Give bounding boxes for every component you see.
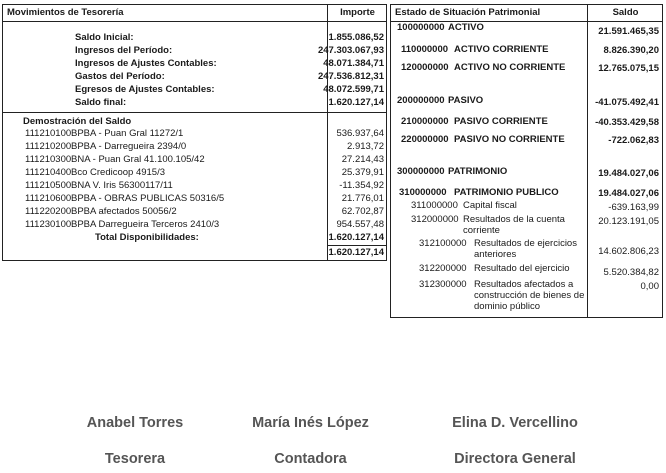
- account-value: 536.937,64: [336, 128, 384, 139]
- account-value: 27.214,43: [341, 154, 384, 165]
- row-code: 220000000: [401, 134, 449, 145]
- patrimonial-row: [391, 238, 662, 262]
- row-code: 110000000: [401, 44, 449, 55]
- movement-value: 247.536.812,31: [317, 71, 384, 82]
- patrimonial-row: [391, 279, 662, 315]
- account-name: BNA - Puan Gral 41.100.105/42: [71, 154, 205, 165]
- movement-row: [3, 84, 386, 96]
- signature-role-2: Contadora: [274, 451, 347, 467]
- row-code: 312300000: [419, 279, 467, 290]
- account-code: 111210300: [25, 154, 72, 165]
- movement-value: 1.855.086,52: [328, 32, 384, 43]
- account-row: [3, 141, 386, 153]
- movement-row: [3, 97, 386, 109]
- account-code: 111210600: [25, 193, 72, 204]
- account-name: BPBA Darregueira Terceros 2410/3: [71, 219, 220, 230]
- row-value: -40.353.429,58: [595, 117, 659, 128]
- row-code: 210000000: [401, 116, 449, 127]
- balance-header: Saldo: [612, 7, 639, 18]
- movement-label: Ingresos del Período:: [75, 45, 173, 56]
- account-code: 111210400: [25, 167, 72, 178]
- row-value: 5.520.384,82: [603, 267, 659, 278]
- movement-value: 48.072.599,71: [323, 84, 384, 95]
- account-row: [3, 167, 386, 179]
- signature-name-2: María Inés López: [252, 415, 369, 431]
- account-name: BNA V. Iris 56300117/11: [71, 180, 173, 191]
- account-row: [3, 193, 386, 205]
- movement-row: [3, 32, 386, 44]
- account-name: BPBA - Darregueira 2394/0: [71, 141, 187, 152]
- movement-label: Egresos de Ajustes Contables:: [75, 84, 215, 95]
- account-name: BPBA - Puan Gral 11272/1: [71, 128, 184, 139]
- row-value: 0,00: [640, 281, 659, 292]
- account-value: 25.379,91: [341, 167, 384, 178]
- account-row: [3, 128, 386, 140]
- account-row: [3, 154, 386, 166]
- row-label: Resultados afectados a construcción de bienes de dominio público: [474, 279, 585, 312]
- patrimonial-row: [391, 134, 662, 146]
- amount-header: Importe: [340, 7, 375, 18]
- row-label: PATRIMONIO: [448, 166, 508, 177]
- patrimonial-row: [391, 166, 662, 178]
- account-value: -11.354,92: [339, 180, 384, 191]
- row-value: 21.591.465,35: [598, 26, 659, 37]
- movement-label: Saldo final:: [75, 97, 127, 108]
- patrimonial-panel: [390, 4, 663, 318]
- account-code: 111220200: [25, 206, 72, 217]
- movement-label: Gastos del Período:: [75, 71, 165, 82]
- movement-value: 247.303.067,93: [317, 45, 384, 56]
- patrimonial-row-value: [391, 26, 662, 38]
- row-label: Resultados de ejercicios anteriores: [474, 238, 577, 260]
- row-label: PASIVO NO CORRIENTE: [454, 134, 565, 145]
- row-code: 100000000: [397, 22, 445, 33]
- row-value: -639.163,99: [608, 202, 659, 213]
- treasury-title: Movimientos de Tesorería: [7, 7, 124, 18]
- row-code: 120000000: [401, 62, 449, 73]
- account-value: 21.776,01: [341, 193, 384, 204]
- row-code: 200000000: [397, 95, 445, 106]
- movement-row: [3, 45, 386, 57]
- account-value: 954.557,48: [336, 219, 384, 230]
- total-label: Total Disponibilidades:: [95, 232, 199, 243]
- movement-value: 1.620.127,14: [328, 97, 384, 108]
- account-row: [3, 206, 386, 218]
- total-value: 1.620.127,14: [328, 232, 384, 243]
- row-value: 8.826.390,20: [603, 45, 659, 56]
- account-name: BPBA - OBRAS PUBLICAS 50316/5: [71, 193, 225, 204]
- grand-total-value: 1.620.127,14: [328, 247, 384, 258]
- movement-label: Ingresos de Ajustes Contables:: [75, 58, 217, 69]
- patrimonial-row: [391, 62, 662, 74]
- movement-row: [3, 58, 386, 70]
- signature-name-1: Anabel Torres: [86, 415, 184, 431]
- section-divider: [3, 112, 386, 113]
- row-label: ACTIVO: [448, 22, 484, 33]
- grand-total-row: [3, 247, 386, 259]
- signature-name-3: Elina D. Vercellino: [452, 415, 578, 431]
- account-row: [3, 180, 386, 192]
- row-label: ACTIVO CORRIENTE: [454, 44, 549, 55]
- row-value: -41.075.492,41: [595, 97, 659, 108]
- patrimonial-row: [391, 263, 662, 278]
- treasury-panel: [2, 4, 387, 261]
- patrimonial-row: [391, 214, 662, 238]
- total-row: [3, 232, 386, 244]
- row-value: 19.484.027,06: [598, 168, 659, 179]
- treasury-header: [3, 5, 386, 22]
- account-code: 111210200: [25, 141, 72, 152]
- account-value: 62.702,87: [341, 206, 384, 217]
- demo-title-text: Demostración del Saldo: [23, 116, 132, 127]
- row-label: Resultados de la cuenta corriente: [463, 214, 565, 236]
- patrimonial-row: [391, 95, 662, 107]
- row-code: 312100000: [419, 238, 467, 249]
- row-label: Capital fiscal: [463, 200, 517, 211]
- row-value: 12.765.075,15: [598, 63, 659, 74]
- movement-row: [3, 71, 386, 83]
- signature-role-3: Directora General: [454, 451, 576, 467]
- row-value: 20.123.191,05: [598, 216, 659, 227]
- movement-value: 48.071.384,71: [323, 58, 384, 69]
- row-label: ACTIVO NO CORRIENTE: [454, 62, 566, 73]
- row-code: 312200000: [419, 263, 467, 274]
- patrimonial-row: [391, 44, 662, 56]
- account-name: Bco Credicoop 4915/3: [71, 167, 166, 178]
- account-value: 2.913,72: [347, 141, 384, 152]
- row-label: PASIVO CORRIENTE: [454, 116, 548, 127]
- row-value: -722.062,83: [608, 135, 659, 146]
- account-code: 111230100: [25, 219, 72, 230]
- movement-label: Saldo Inicial:: [75, 32, 134, 43]
- row-label: Resultado del ejercicio: [474, 263, 570, 274]
- signature-role-1: Tesorera: [104, 451, 166, 467]
- row-code: 310000000: [399, 187, 447, 198]
- row-code: 312000000: [411, 214, 459, 225]
- account-row: [3, 219, 386, 231]
- total-divider: [327, 245, 386, 246]
- account-name: BPBA afectados 50056/2: [71, 206, 177, 217]
- account-code: 111210500: [25, 180, 72, 191]
- patrimonial-row: [391, 116, 662, 128]
- row-label: PATRIMONIO PUBLICO: [454, 187, 559, 198]
- account-code: 111210100: [25, 128, 72, 139]
- patrimonial-title: Estado de Situación Patrimonial: [395, 7, 541, 18]
- row-code: 311000000: [411, 200, 458, 211]
- row-code: 300000000: [397, 166, 445, 177]
- row-label: PASIVO: [448, 95, 484, 106]
- demo-title: [3, 116, 323, 128]
- row-value: 19.484.027,06: [598, 188, 659, 199]
- patrimonial-row: [391, 187, 662, 199]
- patrimonial-row: [391, 200, 662, 212]
- row-value: 14.602.806,23: [598, 246, 659, 257]
- patrimonial-header: [391, 5, 662, 22]
